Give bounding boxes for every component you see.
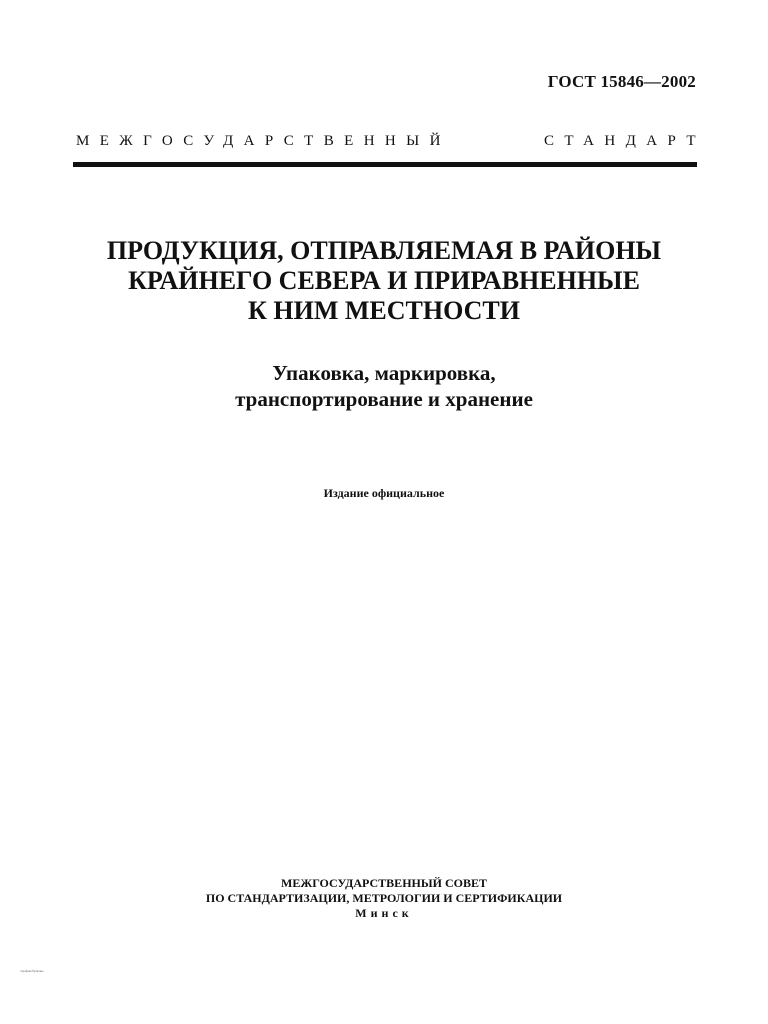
document-title	[60, 236, 708, 326]
title-line: К НИМ МЕСТНОСТИ	[248, 296, 520, 325]
header-divider	[73, 162, 697, 167]
footnote-text: строфакс/булкэзно	[20, 969, 44, 973]
title-line: ПРОДУКЦИЯ, ОТПРАВЛЯЕМАЯ В РАЙОНЫ	[106, 236, 662, 265]
subtitle-line: Упаковка, маркировка,	[272, 361, 496, 385]
publisher-line: МЕЖГОСУДАРСТВЕННЫЙ СОВЕТ	[281, 876, 487, 890]
document-number: ГОСТ 15846—2002	[547, 72, 696, 91]
document-subtitle	[100, 360, 668, 412]
title-line: КРАЙНЕГО СЕВЕРА И ПРИРАВНЕННЫЕ	[128, 266, 640, 295]
publisher-city: Минск	[355, 906, 413, 920]
category-left-label: МЕЖГОСУДАРСТВЕННЫЙ	[76, 133, 451, 149]
publisher-line: ПО СТАНДАРТИЗАЦИИ, МЕТРОЛОГИИ И СЕРТИФИКАЦИИ	[205, 891, 563, 905]
publisher-block	[0, 876, 768, 921]
standard-category-header	[76, 133, 706, 150]
subtitle-line: транспортирование и хранение	[235, 387, 533, 411]
edition-note: Издание официальное	[323, 486, 445, 500]
category-right-label: СТАНДАРТ	[543, 133, 706, 149]
